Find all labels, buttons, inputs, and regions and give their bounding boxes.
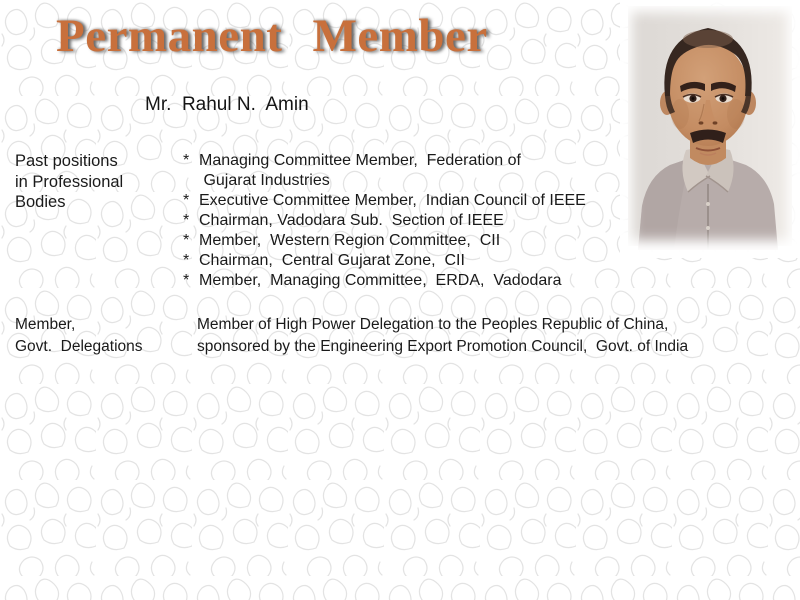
past-positions-label [15,151,180,213]
past-positions-list [183,151,586,291]
bullet-asterisk: * [183,272,190,289]
list-item [183,231,586,251]
bullet-asterisk: * [183,192,190,209]
list-item-text: Gujarat Industries [199,172,330,189]
govt-delegations-text-line: sponsored by the Engineering Export Promotion Council, Govt. of India [197,337,689,355]
list-item [183,251,586,271]
govt-delegations-text-line: Member of High Power Delegation to the Peoples Republic of China, [197,316,669,333]
list-item-text: Managing Committee Member, Federation of [199,152,521,169]
bullet-asterisk: * [183,212,190,229]
slide-title: Permanent Member [56,10,488,62]
list-item [183,191,586,211]
past-positions-label-line: Past positions [15,152,118,170]
list-item-text: Member, Western Region Committee, CII [199,232,501,249]
list-item-text: Executive Committee Member, Indian Council of IEEE [199,192,586,209]
past-positions-label-line: Bodies [15,193,66,211]
list-item [183,271,586,291]
list-item-text: Chairman, Vadodara Sub. Section of IEEE [199,212,504,229]
bullet-asterisk: * [183,232,190,249]
list-item [183,151,586,191]
list-item [183,211,586,231]
bullet-asterisk: * [183,152,190,169]
govt-delegations-label [15,314,180,357]
member-name: Mr. Rahul N. Amin [145,94,309,115]
bullet-asterisk: * [183,252,190,269]
list-item-text: Chairman, Central Gujarat Zone, CII [199,252,465,269]
govt-delegations-label-line: Member, [15,316,76,333]
govt-delegations-text [197,314,688,357]
list-item-text: Member, Managing Committee, ERDA, Vadodara [199,272,562,289]
past-positions-label-line: in Professional [15,172,124,191]
govt-delegations-label-line: Govt. Delegations [15,337,143,355]
